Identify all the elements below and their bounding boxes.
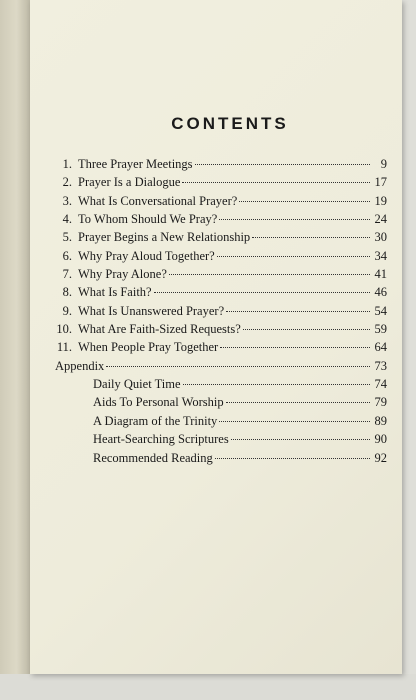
table-of-contents (55, 155, 387, 467)
toc-entry-page: 19 (374, 193, 387, 208)
dot-leader (219, 219, 370, 220)
toc-entry (55, 228, 387, 246)
toc-entry-page: 64 (374, 340, 387, 355)
toc-entry-page: 46 (374, 285, 387, 300)
toc-entry-title: A Diagram of the Trinity (93, 413, 218, 428)
toc-entry-title: What Are Faith-Sized Requests? (78, 322, 241, 337)
toc-entry-title: When People Pray Together (78, 340, 219, 355)
toc-entry-title: Recommended Reading (93, 450, 213, 465)
toc-entry (55, 155, 387, 173)
toc-entry-page: 17 (374, 175, 387, 190)
book-page (30, 0, 402, 674)
dot-leader (239, 201, 370, 202)
toc-entry-title: What Is Unanswered Prayer? (78, 303, 225, 318)
dot-leader (215, 458, 370, 459)
toc-entry-number: 6. (62, 248, 72, 263)
toc-entry-number: 4. (62, 212, 72, 227)
toc-entry-number: 1. (62, 157, 72, 171)
dot-leader (169, 274, 370, 275)
toc-entry (55, 449, 387, 467)
toc-entry-title: Why Pray Aloud Together? (78, 248, 215, 263)
toc-entry-title: Aids To Personal Worship (93, 395, 224, 410)
toc-entry-page: 89 (374, 413, 387, 428)
toc-entry-page: 30 (374, 230, 387, 245)
toc-entry-number: 9. (62, 303, 72, 318)
toc-entry (55, 173, 387, 191)
toc-entry-number: 8. (62, 285, 72, 300)
toc-entry-page: 34 (374, 248, 387, 263)
toc-entry-title: Three Prayer Meetings (78, 157, 193, 171)
toc-entry-page: 24 (374, 212, 387, 227)
toc-entry-title: Daily Quiet Time (93, 377, 181, 392)
toc-entry-title: To Whom Should We Pray? (78, 212, 218, 227)
toc-entry-number: 5. (62, 230, 72, 245)
dot-leader (154, 292, 370, 293)
toc-entry-number: 3. (62, 193, 72, 208)
toc-entry-title: What Is Faith? (78, 285, 152, 300)
toc-entry-page: 90 (374, 432, 387, 447)
background-surface (0, 674, 416, 700)
toc-entry (55, 357, 387, 375)
toc-entry-title: Why Pray Alone? (78, 267, 167, 282)
dot-leader (219, 421, 370, 422)
toc-entry-number: 11. (56, 340, 72, 355)
toc-entry (55, 393, 387, 411)
dot-leader (195, 164, 370, 165)
toc-entry (55, 338, 387, 356)
toc-entry (55, 192, 387, 210)
dot-leader (106, 366, 370, 367)
toc-entry (55, 430, 387, 448)
toc-entry-number: 7. (62, 267, 72, 282)
dot-leader (217, 256, 370, 257)
toc-entry (55, 302, 387, 320)
toc-entry-page: 59 (374, 322, 387, 337)
dot-leader (243, 329, 370, 330)
toc-entry-title: Prayer Begins a New Relationship (78, 230, 251, 245)
toc-entry-page: 92 (374, 450, 387, 465)
dot-leader (182, 182, 370, 183)
toc-entry-title: What Is Conversational Prayer? (78, 193, 238, 208)
dot-leader (231, 439, 370, 440)
toc-entry-page: 73 (374, 358, 387, 373)
page-title: CONTENTS (171, 114, 289, 133)
toc-entry (55, 210, 387, 228)
dot-leader (183, 384, 370, 385)
toc-entry-title: Appendix (55, 358, 105, 373)
toc-entry (55, 283, 387, 301)
toc-entry (55, 320, 387, 338)
toc-entry-title: Prayer Is a Dialogue (78, 175, 181, 190)
book-spine (0, 0, 30, 700)
dot-leader (226, 402, 370, 403)
toc-entry (55, 247, 387, 265)
dot-leader (220, 347, 370, 348)
background-edge (402, 0, 416, 700)
toc-entry-page: 41 (374, 267, 387, 282)
toc-entry-page: 79 (374, 395, 387, 410)
toc-entry-page: 74 (374, 377, 387, 392)
toc-entry (55, 412, 387, 430)
toc-entry-page: 54 (374, 303, 387, 318)
dot-leader (226, 311, 370, 312)
toc-entry-title: Heart-Searching Scriptures (93, 432, 229, 447)
toc-entry (55, 375, 387, 393)
toc-entry-page: 9 (380, 157, 387, 171)
toc-entry-number: 10. (56, 322, 72, 337)
dot-leader (252, 237, 370, 238)
toc-entry (55, 265, 387, 283)
toc-entry-number: 2. (62, 175, 72, 190)
